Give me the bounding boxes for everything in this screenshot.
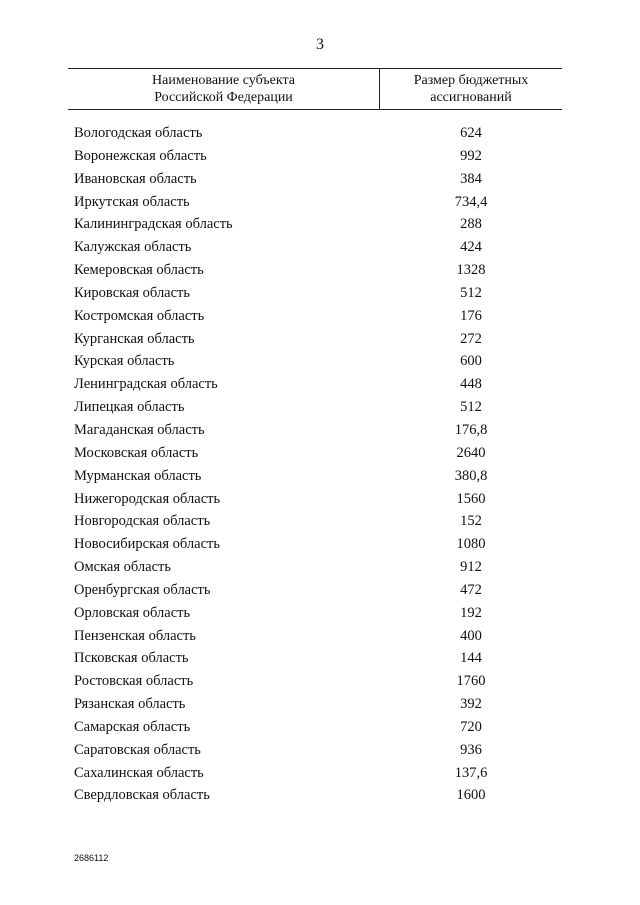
budget-value: 380,8 [454,467,488,484]
region-name: Орловская область [74,604,191,621]
region-name: Костромская область [74,307,205,324]
table-row [0,168,640,191]
table-row [0,510,640,533]
budget-value: 152 [460,513,482,530]
budget-value: 720 [460,718,482,735]
budget-value: 448 [460,376,482,393]
budget-value: 992 [460,147,482,164]
budget-value: 1760 [456,673,486,690]
region-name: Магаданская область [74,421,205,438]
region-name: Ленинградская область [74,376,218,393]
region-name: Мурманская область [74,467,202,484]
region-name: Новосибирская область [74,536,220,553]
table-row [0,716,640,739]
region-name: Свердловская область [74,787,210,804]
region-name: Новгородская область [74,513,211,530]
table-row [0,762,640,785]
table-row [0,784,640,807]
header-budget-line-2: ассигнований [430,90,512,105]
table-row [0,442,640,465]
budget-value: 424 [460,239,482,256]
region-name: Иркутская область [74,193,190,210]
region-name: Курганская область [74,330,195,347]
table-row [0,556,640,579]
region-name: Омская область [74,559,171,576]
table-row [0,328,640,351]
table-body [0,122,640,807]
budget-value: 137,6 [454,764,488,781]
region-name: Пензенская область [74,627,196,644]
table-row [0,282,640,305]
page-number: 3 [316,36,324,53]
region-name: Калужская область [74,239,192,256]
table-row [0,625,640,648]
budget-value: 1560 [456,490,486,507]
table-row [0,305,640,328]
header-subject-line-2: Российской Федерации [154,90,293,105]
budget-value: 2640 [456,444,486,461]
table-row [0,670,640,693]
region-name: Самарская область [74,718,191,735]
budget-value: 392 [460,696,482,713]
budget-value: 512 [460,284,482,301]
header-budget-line-1: Размер бюджетных [413,73,529,88]
budget-value: 144 [460,650,482,667]
header-subject-name [68,72,379,106]
region-name: Кемеровская область [74,262,204,279]
region-name: Рязанская область [74,696,186,713]
table-row [0,191,640,214]
budget-value: 1328 [456,262,486,279]
table-row [0,488,640,511]
budget-value: 192 [460,604,482,621]
budget-value: 912 [460,559,482,576]
budget-value: 1600 [456,787,486,804]
region-name: Сахалинская область [74,764,204,781]
budget-value: 400 [460,627,482,644]
budget-value: 600 [460,353,482,370]
table-row [0,419,640,442]
table-row [0,465,640,488]
table-row [0,647,640,670]
budget-value: 288 [460,216,482,233]
table-row [0,259,640,282]
table-header [68,68,562,110]
region-name: Московская область [74,444,199,461]
header-budget-size [380,72,562,106]
budget-value: 1080 [456,536,486,553]
table-row [0,145,640,168]
region-name: Курская область [74,353,175,370]
table-row [0,533,640,556]
region-name: Вологодская область [74,125,203,141]
header-subject-line-1: Наименование субъекта [152,73,295,88]
budget-value: 176,8 [454,421,488,438]
table-row [0,602,640,625]
region-name: Калининградская область [74,216,233,233]
table-row [0,373,640,396]
table-row [0,236,640,259]
budget-value: 936 [460,741,482,758]
budget-value: 272 [460,330,482,347]
table-row [0,579,640,602]
budget-value: 472 [460,581,482,598]
region-name: Псковская область [74,650,189,667]
budget-value: 624 [460,125,482,141]
table-row [0,350,640,373]
region-name: Ивановская область [74,170,197,187]
region-name: Нижегородская область [74,490,221,507]
budget-value: 512 [460,399,482,416]
table-row [0,213,640,236]
budget-value: 176 [460,307,482,324]
budget-value: 734,4 [454,193,488,210]
table-row [0,396,640,419]
region-name: Кировская область [74,284,191,301]
budget-value: 384 [460,170,482,187]
table-row [0,739,640,762]
region-name: Оренбургская область [74,581,211,598]
table-row [0,693,640,716]
document-code: 2686112 [74,853,109,863]
region-name: Липецкая область [74,399,185,416]
region-name: Саратовская область [74,741,201,758]
table-row [0,122,640,145]
region-name: Воронежская область [74,147,207,164]
region-name: Ростовская область [74,673,194,690]
